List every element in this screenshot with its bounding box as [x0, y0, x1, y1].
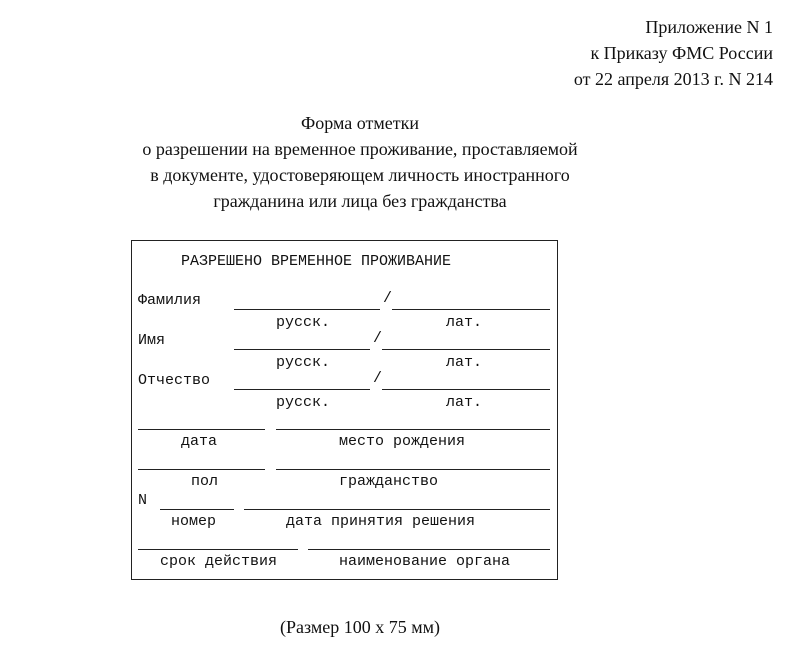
authority-caption: наименование органа: [339, 553, 511, 570]
residence-permit-stamp: [131, 238, 558, 581]
slash-separator: /: [373, 330, 383, 347]
surname-label: Фамилия: [138, 292, 202, 309]
decision-date-caption: дата принятия решения: [286, 513, 476, 530]
appendix-date: от 22 апреля 2013 г. N 214: [573, 69, 773, 89]
slash-separator: /: [373, 370, 383, 387]
form-title-line: в документе, удостоверяющем личность иностранного: [150, 165, 570, 185]
form-title: [0, 110, 720, 214]
number-caption: номер: [171, 513, 217, 530]
validity-line[interactable]: [138, 549, 298, 550]
appendix-order: к Приказу ФМС России: [590, 43, 773, 63]
citizenship-line[interactable]: [276, 469, 550, 470]
name-label: Имя: [138, 332, 166, 349]
form-title-line: о разрешении на временное проживание, проставляемой: [142, 139, 578, 159]
patronymic-rus-line[interactable]: [234, 389, 370, 390]
rus-caption: русск.: [276, 354, 331, 371]
number-line[interactable]: [160, 509, 234, 510]
birth-date-line[interactable]: [138, 429, 265, 430]
surname-lat-line[interactable]: [392, 309, 550, 310]
form-title-line: Форма отметки: [301, 113, 419, 133]
birth-date-caption: дата: [181, 433, 218, 450]
surname-rus-line[interactable]: [234, 309, 380, 310]
patronymic-label: Отчество: [138, 372, 211, 389]
sex-line[interactable]: [138, 469, 265, 470]
name-rus-line[interactable]: [234, 349, 370, 350]
name-lat-line[interactable]: [382, 349, 550, 350]
stamp-border-top: [131, 240, 558, 241]
form-title-line: гражданина или лица без гражданства: [213, 191, 507, 211]
appendix-header: [574, 14, 773, 92]
slash-separator: /: [383, 290, 393, 307]
lat-caption: лат.: [446, 314, 483, 331]
lat-caption: лат.: [446, 354, 483, 371]
stamp-border-right: [557, 240, 558, 579]
lat-caption: лат.: [446, 394, 483, 411]
sex-caption: пол: [191, 473, 219, 490]
number-prefix: N: [138, 492, 148, 509]
appendix-number: Приложение N 1: [645, 17, 773, 37]
citizenship-caption: гражданство: [339, 473, 439, 490]
stamp-border-left: [131, 240, 132, 579]
size-note: (Размер 100 x 75 мм): [279, 617, 440, 637]
rus-caption: русск.: [276, 394, 331, 411]
birthplace-caption: место рождения: [339, 433, 466, 450]
rus-caption: русск.: [276, 314, 331, 331]
birthplace-line[interactable]: [276, 429, 550, 430]
decision-date-line[interactable]: [244, 509, 550, 510]
stamp-border-bottom: [131, 579, 558, 580]
validity-caption: срок действия: [160, 553, 278, 570]
stamp-heading: РАЗРЕШЕНО ВРЕМЕННОЕ ПРОЖИВАНИЕ: [181, 253, 452, 270]
authority-line[interactable]: [308, 549, 550, 550]
patronymic-lat-line[interactable]: [382, 389, 550, 390]
